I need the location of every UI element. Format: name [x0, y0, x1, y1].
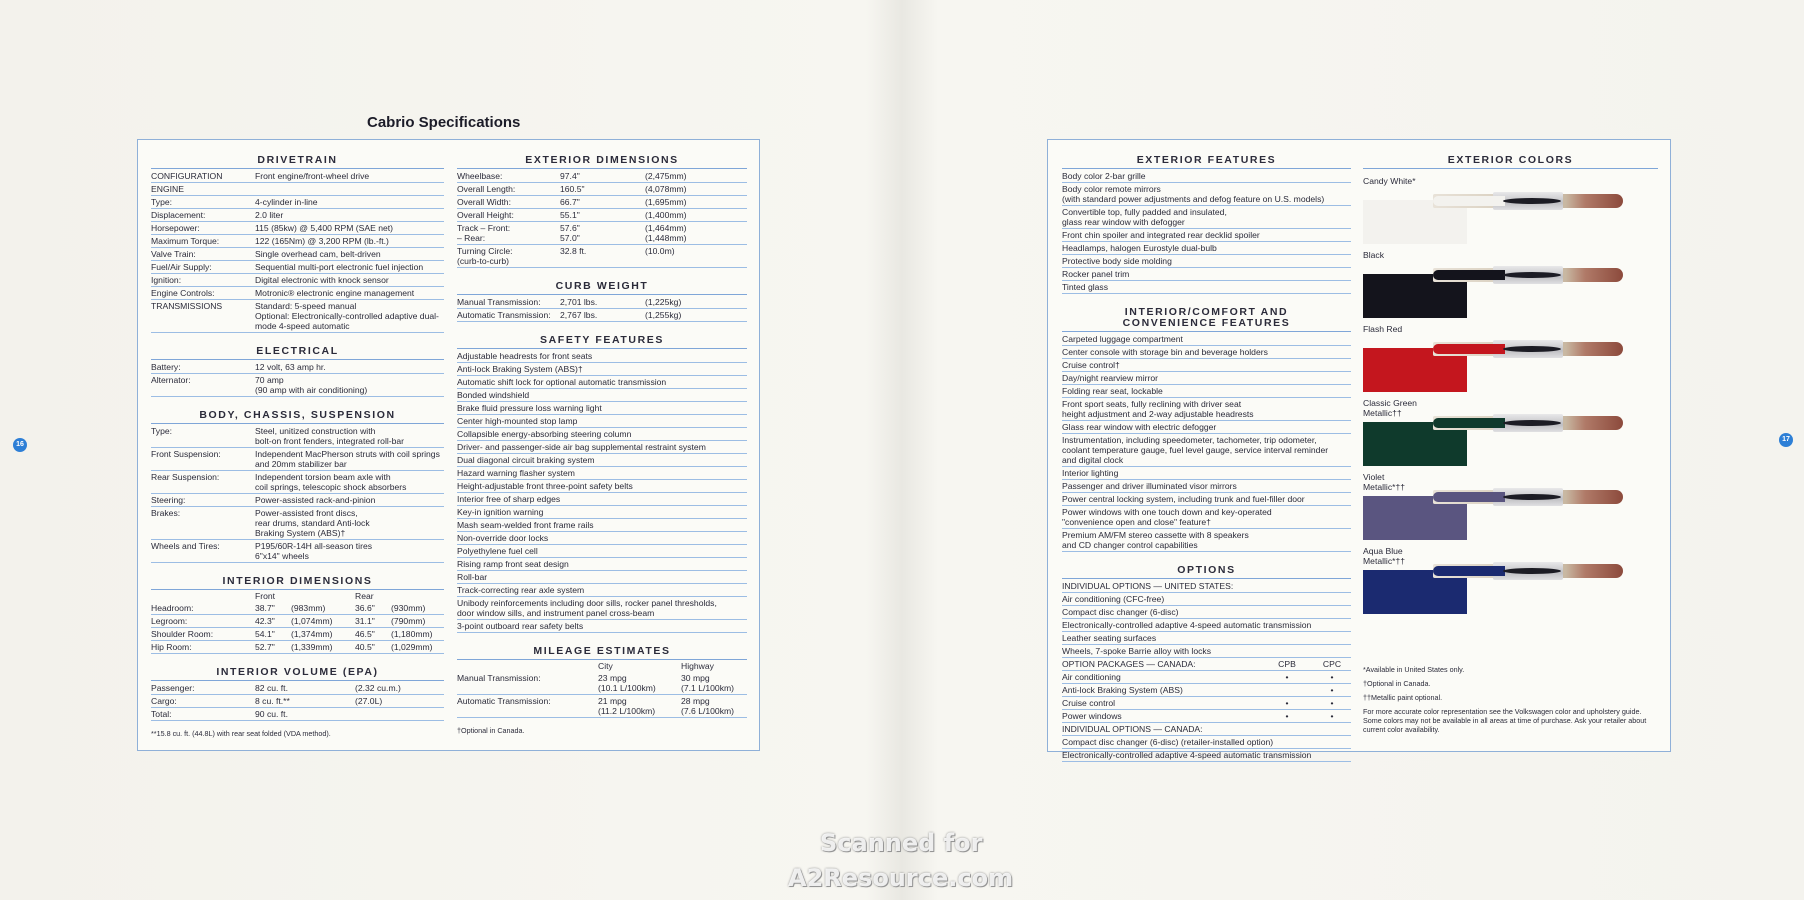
spec-value: Motronic® electronic engine management	[255, 288, 415, 298]
cpc-mark: •	[1330, 685, 1334, 695]
spec-metric: (1,400mm)	[645, 210, 687, 220]
section-heading-mileage: MILEAGE ESTIMATES	[457, 646, 747, 660]
spec-label: Alternator:	[151, 375, 191, 385]
section-heading-electrical: ELECTRICAL	[151, 346, 444, 360]
curb-weight-list	[457, 296, 747, 322]
spec-row	[151, 448, 444, 471]
section-heading-curb-weight: CURB WEIGHT	[457, 281, 747, 295]
package-label: Cruise control	[1062, 698, 1116, 708]
features-box	[1047, 139, 1671, 760]
spec-label: Front Suspension:	[151, 449, 221, 459]
list-item: Folding rear seat, lockable	[1062, 385, 1351, 398]
spec-value: P195/60R-14H all-season tires 6"x14" wheels	[255, 541, 373, 561]
list-item: Wheels, 7-spoke Barrie alloy with locks	[1062, 645, 1351, 658]
us-options-list	[1062, 593, 1351, 658]
spec-label: Manual Transmission:	[457, 297, 541, 307]
rear-mm: (1,029mm)	[391, 642, 433, 652]
interior-dimensions-list	[151, 602, 444, 654]
list-item: Mash seam-welded front frame rails	[457, 519, 747, 532]
spec-row	[151, 494, 444, 507]
option-packages-heading: OPTION PACKAGES — CANADA:	[1062, 659, 1196, 669]
list-item: Key-in ignition warning	[457, 506, 747, 519]
list-item: Dual diagonal circuit braking system	[457, 454, 747, 467]
specs-box	[137, 139, 760, 751]
highway-value: 30 mpg (7.1 L/100km)	[681, 673, 735, 693]
list-item: Headlamps, halogen Eurostyle dual-bulb	[1062, 242, 1351, 255]
paintbrush-icon	[1433, 338, 1623, 360]
spec-metric: (10.0m)	[645, 246, 675, 256]
color-name: Aqua Blue Metallic*††	[1363, 546, 1406, 566]
list-item: Premium AM/FM stereo cassette with 8 speakers and CD changer control capabilities	[1062, 529, 1351, 552]
spec-label: Track – Front: – Rear:	[457, 223, 511, 243]
spec-metric: (1,255kg)	[645, 310, 682, 320]
list-item: Front sport seats, fully reclining with driver seat height adjustment and 2-way adjustable headrests	[1062, 398, 1351, 421]
spec-row	[151, 248, 444, 261]
color-name: Violet Metallic*††	[1363, 472, 1406, 492]
list-item: Non-override door locks	[457, 532, 747, 545]
color-name: Flash Red	[1363, 324, 1403, 334]
list-item: Polyethylene fuel cell	[457, 545, 747, 558]
spec-label: Type:	[151, 426, 173, 436]
col-rear-label: Rear	[355, 591, 374, 601]
dimension-label: Shoulder Room:	[151, 629, 214, 639]
list-item: Track-correcting rear axle system	[457, 584, 747, 597]
safety-list	[457, 350, 747, 633]
list-item: Interior free of sharp edges	[457, 493, 747, 506]
spec-value: 2,701 lbs.	[560, 297, 598, 307]
list-item: Instrumentation, including speedometer, tachometer, trip odometer, coolant temperature gauge, fuel level gauge, service interval reminder and digital clock	[1062, 434, 1351, 467]
spec-value: 90 cu. ft.	[255, 709, 288, 719]
spec-label: ENGINE	[151, 184, 184, 194]
section-heading-interior-dimensions: INTERIOR DIMENSIONS	[151, 576, 444, 590]
spec-row	[457, 309, 747, 322]
mileage-row	[457, 695, 747, 718]
spec-row	[151, 507, 444, 540]
spec-label: Valve Train:	[151, 249, 196, 259]
spec-row	[151, 682, 444, 695]
spec-row	[151, 170, 444, 183]
specs-right-column	[457, 155, 747, 736]
front-mm: (1,074mm)	[291, 616, 333, 626]
package-row	[1062, 684, 1351, 697]
spec-row	[457, 296, 747, 309]
spec-value: Standard: 5-speed manual Optional: Electronically-controlled adaptive dual-mode 4-speed automatic	[255, 301, 439, 331]
spec-label: Passenger:	[151, 683, 195, 693]
spec-row	[151, 708, 444, 721]
spec-value: 97.4"	[560, 171, 580, 181]
list-item: Tinted glass	[1062, 281, 1351, 294]
package-label: Power windows	[1062, 711, 1122, 721]
spec-label: Turning Circle: (curb-to-curb)	[457, 246, 513, 266]
col-city-label: City	[598, 661, 613, 671]
spec-label: Overall Length:	[457, 184, 516, 194]
list-item: Automatic shift lock for optional automatic transmission	[457, 376, 747, 389]
spec-value: Sequential multi-port electronic fuel injection	[255, 262, 424, 272]
rear-mm: (1,180mm)	[391, 629, 433, 639]
list-item: Rising ramp front seat design	[457, 558, 747, 571]
electrical-list	[151, 361, 444, 397]
list-item: Day/night rearview mirror	[1062, 372, 1351, 385]
cpb-mark: •	[1285, 672, 1289, 682]
col-highway-label: Highway	[681, 661, 714, 671]
spec-value: 82 cu. ft.	[255, 683, 288, 693]
cpb-mark: •	[1285, 711, 1289, 721]
spec-label: Fuel/Air Supply:	[151, 262, 212, 272]
list-item: Driver- and passenger-side air bag supplemental restraint system	[457, 441, 747, 454]
col-cpc-label: CPC	[1322, 659, 1342, 669]
spec-value: Power-assisted front discs, rear drums, standard Anti-lock Braking System (ABS)†	[255, 508, 370, 538]
spec-value: Single overhead cam, belt-driven	[255, 249, 381, 259]
spec-row	[457, 245, 747, 268]
us-options-heading: INDIVIDUAL OPTIONS — UNITED STATES:	[1062, 580, 1351, 593]
list-item: Electronically-controlled adaptive 4-speed automatic transmission	[1062, 749, 1351, 762]
list-item: Bonded windshield	[457, 389, 747, 402]
spec-row	[151, 287, 444, 300]
spec-row	[151, 361, 444, 374]
spec-label: Wheelbase:	[457, 171, 503, 181]
list-item: Body color remote mirrors (with standard power adjustments and defog feature on U.S. models)	[1062, 183, 1351, 206]
spec-row	[151, 183, 444, 196]
spec-label: Battery:	[151, 362, 181, 372]
package-row	[1062, 671, 1351, 684]
spec-label: Engine Controls:	[151, 288, 215, 298]
spec-label: Type:	[151, 197, 173, 207]
spec-row	[151, 695, 444, 708]
city-value: 23 mpg (10.1 L/100km)	[598, 673, 656, 693]
list-item: Protective body side molding	[1062, 255, 1351, 268]
section-heading-body: BODY, CHASSIS, SUSPENSION	[151, 410, 444, 424]
cpc-mark: •	[1330, 698, 1334, 708]
color-notes	[1363, 665, 1653, 739]
list-item: Leather seating surfaces	[1062, 632, 1351, 645]
spec-value: 12 volt, 63 amp hr.	[255, 362, 326, 372]
watermark-line1: Scanned for	[820, 829, 983, 857]
spec-metric: (1,695mm)	[645, 197, 687, 207]
spec-label: Horsepower:	[151, 223, 200, 233]
spec-label: Wheels and Tires:	[151, 541, 220, 551]
spec-metric: (27.0L)	[355, 696, 383, 706]
spec-row	[151, 540, 444, 563]
interior-volume-list	[151, 682, 444, 721]
spec-metric: (4,078mm)	[645, 184, 687, 194]
list-item: Brake fluid pressure loss warning light	[457, 402, 747, 415]
rear-value: 40.5"	[355, 642, 375, 652]
section-heading-interior-volume: INTERIOR VOLUME (EPA)	[151, 667, 444, 681]
specs-left-column	[151, 155, 444, 739]
option-packages-list	[1062, 671, 1351, 723]
spec-row	[151, 261, 444, 274]
list-item: Unibody reinforcements including door sills, rocker panel thresholds, door window sills, and instrument panel cross-beam	[457, 597, 747, 620]
spec-value: Front engine/front-wheel drive	[255, 171, 370, 181]
spec-value: Digital electronic with knock sensor	[255, 275, 389, 285]
canada-options-heading: INDIVIDUAL OPTIONS — CANADA:	[1062, 723, 1351, 736]
package-row	[1062, 710, 1351, 723]
rear-value: 46.5"	[355, 629, 375, 639]
spec-label: Steering:	[151, 495, 186, 505]
list-item: Electronically-controlled adaptive 4-speed automatic transmission	[1062, 619, 1351, 632]
section-heading-exterior-colors: EXTERIOR COLORS	[1363, 155, 1658, 169]
list-item: Power windows with one touch down and key-operated "convenience open and close" feature†	[1062, 506, 1351, 529]
spec-label: Maximum Torque:	[151, 236, 220, 246]
spec-value: 115 (85kw) @ 5,400 RPM (SAE net)	[255, 223, 394, 233]
spec-metric: (2,475mm)	[645, 171, 687, 181]
cpb-mark: •	[1285, 698, 1289, 708]
dimension-label: Legroom:	[151, 616, 188, 626]
spec-value: 55.1"	[560, 210, 580, 220]
mileage-list	[457, 672, 747, 718]
spec-value: 122 (165Nm) @ 3,200 RPM (lb.-ft.)	[255, 236, 389, 246]
col-front-label: Front	[255, 591, 276, 601]
exterior-dimensions-list	[457, 170, 747, 268]
drivetrain-list	[151, 170, 444, 333]
list-item: Roll-bar	[457, 571, 747, 584]
spec-row	[457, 222, 747, 245]
list-item: Center console with storage bin and beverage holders	[1062, 346, 1351, 359]
spec-value: 66.7"	[560, 197, 580, 207]
spec-label: Total:	[151, 709, 172, 719]
spec-row	[151, 196, 444, 209]
colors-column	[1363, 154, 1658, 734]
color-note: ††Metallic paint optional.	[1363, 693, 1443, 702]
cpc-mark: •	[1330, 672, 1334, 682]
spec-label: Overall Width:	[457, 197, 511, 207]
list-item: Anti-lock Braking System (ABS)†	[457, 363, 747, 376]
spec-row	[151, 374, 444, 397]
spec-value: 8 cu. ft.**	[255, 696, 290, 706]
list-item: Passenger and driver illuminated visor mirrors	[1062, 480, 1351, 493]
dimension-label: Headroom:	[151, 603, 194, 613]
color-name: Candy White*	[1363, 176, 1416, 186]
mileage-header	[457, 661, 747, 672]
mileage-label: Manual Transmission:	[457, 673, 541, 683]
spec-label: Overall Height:	[457, 210, 514, 220]
spec-value: 4-cylinder in-line	[255, 197, 318, 207]
package-label: Air conditioning	[1062, 672, 1121, 682]
page-number-right: 17	[1779, 433, 1793, 447]
interior-volume-note: **15.8 cu. ft. (44.8L) with rear seat folded (VDA method).	[151, 729, 331, 738]
spec-row	[151, 235, 444, 248]
list-item: Convertible top, fully padded and insulated, glass rear window with defogger	[1062, 206, 1351, 229]
paintbrush-icon	[1433, 190, 1623, 212]
mileage-row	[457, 672, 747, 695]
spec-row	[457, 170, 747, 183]
spec-row	[457, 183, 747, 196]
mileage-note: †Optional in Canada.	[457, 726, 525, 735]
front-mm: (983mm)	[291, 603, 326, 613]
dimension-row	[151, 615, 444, 628]
spec-row	[151, 471, 444, 494]
dimension-row	[151, 641, 444, 654]
page-title: Cabrio Specifications	[367, 114, 521, 131]
front-value: 54.1"	[255, 629, 275, 639]
spec-value: Power-assisted rack-and-pinion	[255, 495, 376, 505]
list-item: Collapsible energy-absorbing steering column	[457, 428, 747, 441]
list-item: Height-adjustable front three-point safety belts	[457, 480, 747, 493]
spec-value: 2.0 liter	[255, 210, 284, 220]
list-item: Center high-mounted stop lamp	[457, 415, 747, 428]
dimension-label: Hip Room:	[151, 642, 192, 652]
spec-metric: (2.32 cu.m.)	[355, 683, 401, 693]
paintbrush-icon	[1433, 486, 1623, 508]
dimension-row	[151, 602, 444, 615]
color-note: †Optional in Canada.	[1363, 679, 1431, 688]
list-item: Carpeted luggage compartment	[1062, 333, 1351, 346]
front-value: 38.7"	[255, 603, 275, 613]
body-list	[151, 425, 444, 563]
color-note: *Available in United States only.	[1363, 665, 1465, 674]
list-item: Glass rear window with electric defogger	[1062, 421, 1351, 434]
spec-metric: (1,225kg)	[645, 297, 682, 307]
package-label: Anti-lock Braking System (ABS)	[1062, 685, 1183, 695]
spec-value: Independent torsion beam axle with coil springs, telescopic shock absorbers	[255, 472, 407, 492]
spec-row	[151, 222, 444, 235]
col-cpb-label: CPB	[1278, 659, 1296, 669]
interior-dimensions-header	[151, 591, 444, 602]
spec-value: 70 amp (90 amp with air conditioning)	[255, 375, 368, 395]
spec-value: 2,767 lbs.	[560, 310, 598, 320]
list-item: 3-point outboard rear safety belts	[457, 620, 747, 633]
front-value: 52.7"	[255, 642, 275, 652]
front-mm: (1,374mm)	[291, 629, 333, 639]
list-item: Adjustable headrests for front seats	[457, 350, 747, 363]
spec-row	[151, 425, 444, 448]
front-value: 42.3"	[255, 616, 275, 626]
spec-value: 32.8 ft.	[560, 246, 587, 256]
spec-row	[457, 209, 747, 222]
spec-label: TRANSMISSIONS	[151, 301, 223, 311]
highway-value: 28 mpg (7.6 L/100km)	[681, 696, 735, 716]
spec-label: CONFIGURATION	[151, 171, 223, 181]
spec-row	[151, 300, 444, 333]
section-heading-exterior-features: EXTERIOR FEATURES	[1062, 155, 1351, 169]
paintbrush-icon	[1433, 560, 1623, 582]
spec-value	[255, 183, 444, 195]
canada-options-list	[1062, 736, 1351, 762]
list-item: Front chin spoiler and integrated rear decklid spoiler	[1062, 229, 1351, 242]
package-row	[1062, 697, 1351, 710]
section-heading-safety: SAFETY FEATURES	[457, 335, 747, 349]
list-item: Interior lighting	[1062, 467, 1351, 480]
front-mm: (1,339mm)	[291, 642, 333, 652]
rear-value: 36.6"	[355, 603, 375, 613]
spec-row	[151, 209, 444, 222]
spec-label: Cargo:	[151, 696, 177, 706]
city-value: 21 mpg (11.2 L/100km)	[598, 696, 656, 716]
spec-value: 57.6" 57.0"	[560, 223, 580, 243]
paintbrush-icon	[1433, 264, 1623, 286]
option-packages-header	[1062, 658, 1351, 671]
list-item: Compact disc changer (6-disc) (retailer-installed option)	[1062, 736, 1351, 749]
color-note: For more accurate color representation see the Volkswagen color and upholstery guide. Some colors may not be available in all areas at time of purchase. Ask your retailer about current color availability.	[1363, 707, 1647, 734]
spec-metric: (1,464mm) (1,448mm)	[645, 223, 687, 243]
spec-label: Automatic Transmission:	[457, 310, 551, 320]
watermark-line2: A2Resource.com	[788, 864, 1014, 892]
spec-value: Independent MacPherson struts with coil springs and 20mm stabilizer bar	[255, 449, 440, 469]
rear-mm: (930mm)	[391, 603, 426, 613]
page-number-left: 16	[13, 438, 27, 452]
section-heading-interior-features: INTERIOR/COMFORT AND CONVENIENCE FEATURES	[1062, 307, 1351, 332]
list-item: Cruise control†	[1062, 359, 1351, 372]
spec-row	[457, 196, 747, 209]
cpc-mark: •	[1330, 711, 1334, 721]
list-item: Air conditioning (CFC-free)	[1062, 593, 1351, 606]
interior-features-list	[1062, 333, 1351, 552]
list-item: Hazard warning flasher system	[457, 467, 747, 480]
spec-value: Steel, unitized construction with bolt-on front fenders, integrated roll-bar	[255, 426, 405, 446]
rear-mm: (790mm)	[391, 616, 426, 626]
paintbrush-icon	[1433, 412, 1623, 434]
color-name: Black	[1363, 250, 1385, 260]
section-heading-exterior-dimensions: EXTERIOR DIMENSIONS	[457, 155, 747, 169]
list-item: Rocker panel trim	[1062, 268, 1351, 281]
list-item: Body color 2-bar grille	[1062, 170, 1351, 183]
spec-value: 160.5"	[560, 184, 585, 194]
list-item: Compact disc changer (6-disc)	[1062, 606, 1351, 619]
color-swatches	[1363, 170, 1658, 630]
cpb-mark	[1262, 684, 1312, 696]
spec-row	[151, 274, 444, 287]
mileage-label: Automatic Transmission:	[457, 696, 551, 706]
list-item: Power central locking system, including trunk and fuel-filler door	[1062, 493, 1351, 506]
section-heading-options: OPTIONS	[1062, 565, 1351, 579]
features-column	[1062, 155, 1351, 762]
color-name: Classic Green Metallic††	[1363, 398, 1417, 418]
spec-label: Displacement:	[151, 210, 206, 220]
rear-value: 31.1"	[355, 616, 375, 626]
section-heading-drivetrain: DRIVETRAIN	[151, 155, 444, 169]
spec-label: Brakes:	[151, 508, 181, 518]
spec-label: Ignition:	[151, 275, 182, 285]
exterior-features-list	[1062, 170, 1351, 294]
dimension-row	[151, 628, 444, 641]
spec-label: Rear Suspension:	[151, 472, 220, 482]
